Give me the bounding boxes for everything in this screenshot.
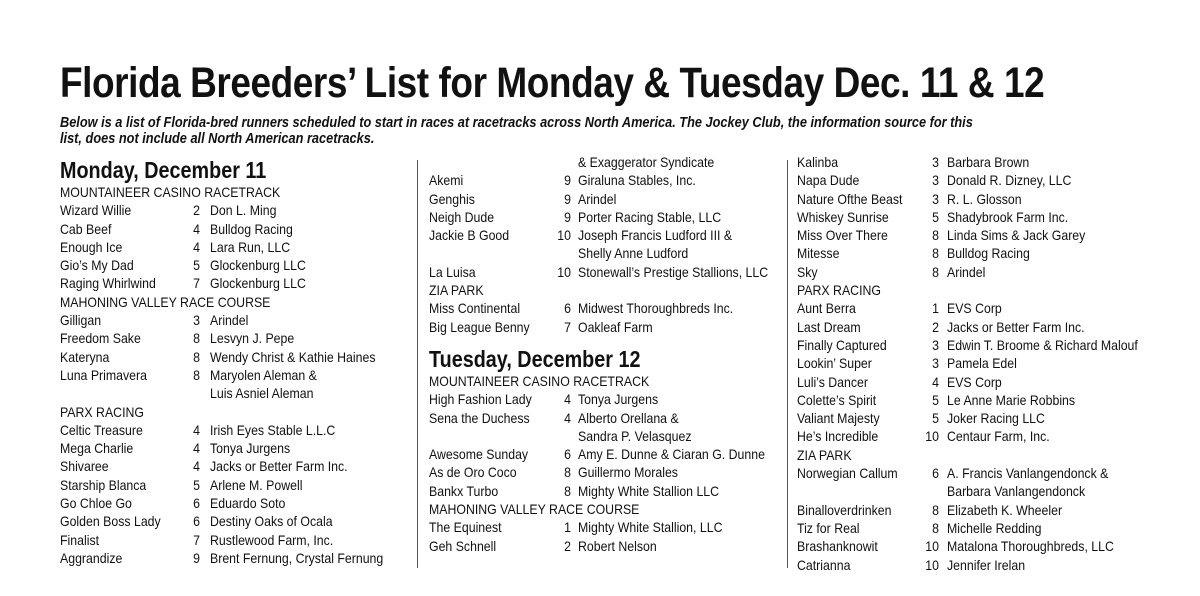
owner-name: Barbara Vanlangendonck xyxy=(947,483,1086,500)
horse-name: Luli’s Dancer xyxy=(797,373,868,390)
entry-row xyxy=(797,373,1157,391)
horse-name: He’s Incredible xyxy=(797,428,879,445)
horse-name: Finally Captured xyxy=(797,336,887,353)
track-name: MAHONING VALLEY RACE COURSE xyxy=(60,293,271,310)
entry-row xyxy=(797,464,1157,482)
race-number: 10 xyxy=(925,428,939,445)
entry-row xyxy=(429,463,784,481)
horse-name: Whiskey Sunrise xyxy=(797,208,889,225)
owner-name: Amy E. Dunne & Ciaran G. Dunne xyxy=(578,446,765,463)
race-number: 8 xyxy=(932,519,939,536)
owner-name: Arindel xyxy=(578,190,617,207)
track-name: MAHONING VALLEY RACE COURSE xyxy=(429,501,640,518)
race-number: 5 xyxy=(932,410,939,427)
race-number: 1 xyxy=(932,300,939,317)
horse-name: Akemi xyxy=(429,172,464,189)
race-number: 2 xyxy=(564,537,571,554)
track-heading xyxy=(60,403,410,421)
track-name: ZIA PARK xyxy=(797,446,852,463)
entry-row xyxy=(797,391,1157,409)
owner-name: Linda Sims & Jack Garey xyxy=(947,227,1086,244)
race-number: 4 xyxy=(193,421,200,438)
owner-name: Donald R. Dizney, LLC xyxy=(947,172,1072,189)
owner-name: Maryolen Aleman & xyxy=(210,366,317,383)
race-number: 8 xyxy=(193,330,200,347)
race-number: 7 xyxy=(193,531,200,548)
horse-name: Aggrandize xyxy=(60,549,123,566)
owner-name: Stonewall’s Prestige Stallions, LLC xyxy=(578,263,769,280)
track-heading xyxy=(429,500,784,518)
entry-row xyxy=(429,208,784,226)
race-number: 5 xyxy=(932,208,939,225)
track-heading xyxy=(797,446,1157,464)
entry-row xyxy=(429,190,784,208)
entry-row xyxy=(60,220,410,238)
race-number: 2 xyxy=(193,202,200,219)
race-number: 6 xyxy=(193,495,200,512)
horse-name: High Fashion Lady xyxy=(429,391,532,408)
entry-row xyxy=(60,348,410,366)
entry-row xyxy=(60,201,410,219)
spacer xyxy=(429,336,784,342)
horse-name: Aunt Berra xyxy=(797,300,856,317)
entry-row xyxy=(429,226,784,244)
race-number: 10 xyxy=(925,556,939,573)
owner-name: Barbara Brown xyxy=(947,154,1030,170)
entry-row xyxy=(429,263,784,281)
entry-row xyxy=(797,501,1157,519)
race-number: 10 xyxy=(557,263,571,280)
horse-name: Napa Dude xyxy=(797,172,860,189)
column-middle xyxy=(429,153,784,555)
entry-row xyxy=(60,274,410,292)
horse-name: Freedom Sake xyxy=(60,330,141,347)
horse-name: Starship Blanca xyxy=(60,476,147,493)
column-divider xyxy=(787,160,788,568)
entry-row xyxy=(429,299,784,317)
horse-name: Lookin’ Super xyxy=(797,355,872,372)
horse-name: Luna Primavera xyxy=(60,366,147,383)
race-number: 9 xyxy=(193,549,200,566)
horse-name: Valiant Majesty xyxy=(797,410,880,427)
entry-row xyxy=(60,256,410,274)
owner-name: Mighty White Stallion LLC xyxy=(578,482,720,499)
entries-list xyxy=(60,183,410,567)
entry-row xyxy=(429,318,784,336)
horse-name: Big League Benny xyxy=(429,318,530,335)
horse-name: Shivaree xyxy=(60,458,109,475)
owner-name: Wendy Christ & Kathie Haines xyxy=(210,348,376,365)
race-number: 4 xyxy=(932,373,939,390)
entry-row xyxy=(797,318,1157,336)
horse-name: The Equinest xyxy=(429,519,502,536)
owner-name: Shelly Anne Ludford xyxy=(578,245,689,262)
race-number: 3 xyxy=(193,312,200,329)
entry-row xyxy=(797,519,1157,537)
entry-row xyxy=(429,445,784,463)
entry-row xyxy=(60,384,410,402)
horse-name: Sena the Duchess xyxy=(429,409,530,426)
owner-name: Destiny Oaks of Ocala xyxy=(210,513,333,530)
track-heading xyxy=(429,281,784,299)
horse-name: Brashanknowit xyxy=(797,538,878,555)
entry-row xyxy=(797,263,1157,281)
race-number: 2 xyxy=(932,318,939,335)
entry-row xyxy=(60,531,410,549)
owner-name: Lesvyn J. Pepe xyxy=(210,330,295,347)
entry-row xyxy=(797,556,1157,574)
owner-name: Giraluna Stables, Inc. xyxy=(578,172,696,189)
entry-row xyxy=(60,366,410,384)
intro-line: Below is a list of Florida-bred runners scheduled to start in races at racetracks across North America. The Jockey Club, the information source for this xyxy=(60,115,973,131)
owner-name: EVS Corp xyxy=(947,300,1002,317)
horse-name: Genghis xyxy=(429,190,475,207)
horse-name: Colette’s Spirit xyxy=(797,391,877,408)
owner-name: & Exaggerator Syndicate xyxy=(578,154,715,170)
owner-name: Glockenburg LLC xyxy=(210,257,306,274)
entries-list xyxy=(797,153,1157,574)
horse-name: Tiz for Real xyxy=(797,519,860,536)
track-name: PARX RACING xyxy=(797,282,881,299)
owner-name: Eduardo Soto xyxy=(210,495,286,512)
race-number: 8 xyxy=(932,245,939,262)
owner-name: Bulldog Racing xyxy=(210,220,293,237)
owner-name: Matalona Thoroughbreds, LLC xyxy=(947,538,1114,555)
horse-name: Neigh Dude xyxy=(429,208,495,225)
race-number: 8 xyxy=(564,464,571,481)
owner-name: Le Anne Marie Robbins xyxy=(947,391,1076,408)
intro-text xyxy=(60,115,1200,147)
horse-name: Bankx Turbo xyxy=(429,482,499,499)
race-number: 6 xyxy=(193,513,200,530)
entry-row xyxy=(797,171,1157,189)
horse-name: Mitesse xyxy=(797,245,840,262)
entry-row xyxy=(797,226,1157,244)
entry-row xyxy=(797,190,1157,208)
owner-name: Edwin T. Broome & Richard Malouf xyxy=(947,336,1138,353)
entry-row xyxy=(797,409,1157,427)
race-number: 4 xyxy=(564,409,571,426)
horse-name: Norwegian Callum xyxy=(797,465,898,482)
entry-row xyxy=(429,482,784,500)
race-number: 9 xyxy=(564,172,571,189)
race-number: 8 xyxy=(193,348,200,365)
horse-name: Enough Ice xyxy=(60,238,123,255)
owner-name: Oakleaf Farm xyxy=(578,318,653,335)
track-name: MOUNTAINEER CASINO RACETRACK xyxy=(429,372,650,389)
race-number: 3 xyxy=(932,336,939,353)
entry-row xyxy=(60,549,410,567)
column-divider xyxy=(417,160,418,568)
horse-name: Golden Boss Lady xyxy=(60,513,161,530)
owner-name: Joker Racing LLC xyxy=(947,410,1045,427)
owner-name: Pamela Edel xyxy=(947,355,1017,372)
entry-row xyxy=(429,537,784,555)
entry-row xyxy=(797,153,1157,171)
race-number: 8 xyxy=(932,263,939,280)
race-number: 4 xyxy=(193,440,200,457)
owner-name: Porter Racing Stable, LLC xyxy=(578,208,722,225)
race-number: 8 xyxy=(564,482,571,499)
entry-row xyxy=(429,171,784,189)
entry-row xyxy=(60,457,410,475)
owner-name: Arlene M. Powell xyxy=(210,476,303,493)
owner-name: Rustlewood Farm, Inc. xyxy=(210,531,334,548)
owner-name: Brent Fernung, Crystal Fernung xyxy=(210,549,384,566)
race-number: 4 xyxy=(193,238,200,255)
race-number: 6 xyxy=(564,446,571,463)
race-number: 3 xyxy=(932,190,939,207)
entry-row xyxy=(797,244,1157,262)
horse-name: Raging Whirlwind xyxy=(60,275,156,292)
horse-name: Go Chloe Go xyxy=(60,495,132,512)
horse-name: Nature Ofthe Beast xyxy=(797,190,903,207)
horse-name: As de Oro Coco xyxy=(429,464,517,481)
race-number: 3 xyxy=(932,154,939,170)
entry-row xyxy=(60,476,410,494)
entry-row xyxy=(60,311,410,329)
entry-row xyxy=(429,427,784,445)
entry-row xyxy=(60,439,410,457)
race-number: 4 xyxy=(193,458,200,475)
owner-name: Arindel xyxy=(947,263,986,280)
race-number: 5 xyxy=(932,391,939,408)
horse-name: Kalinba xyxy=(797,154,839,170)
race-number: 10 xyxy=(925,538,939,555)
horse-name: Awesome Sunday xyxy=(429,446,529,463)
owner-name: R. L. Glosson xyxy=(947,190,1022,207)
race-number: 5 xyxy=(193,476,200,493)
entry-row xyxy=(429,244,784,262)
entry-row xyxy=(797,537,1157,555)
owner-name: Arindel xyxy=(210,312,249,329)
horse-name: Miss Continental xyxy=(429,300,521,317)
horse-name: Jackie B Good xyxy=(429,227,510,244)
owner-name: Sandra P. Velasquez xyxy=(578,427,692,444)
owner-name: Michelle Redding xyxy=(947,519,1042,536)
entry-row xyxy=(60,329,410,347)
owner-name: Centaur Farm, Inc. xyxy=(947,428,1050,445)
horse-name: Wizard Willie xyxy=(60,202,132,219)
horse-name: Sky xyxy=(797,263,818,280)
entry-row xyxy=(429,153,784,171)
entry-row xyxy=(60,494,410,512)
horse-name: Celtic Treasure xyxy=(60,421,143,438)
page-title: Florida Breeders’ List for Monday & Tuesday Dec. 11 & 12 xyxy=(60,59,1045,107)
race-number: 8 xyxy=(932,501,939,518)
owner-name: Don L. Ming xyxy=(210,202,277,219)
owner-name: Shadybrook Farm Inc. xyxy=(947,208,1069,225)
track-name: PARX RACING xyxy=(60,403,144,420)
owner-name: Bulldog Racing xyxy=(947,245,1030,262)
race-number: 7 xyxy=(193,275,200,292)
race-number: 4 xyxy=(193,220,200,237)
race-number: 7 xyxy=(564,318,571,335)
race-number: 3 xyxy=(932,172,939,189)
owner-name: Tonya Jurgens xyxy=(210,440,291,457)
owner-name: Joseph Francis Ludford III & xyxy=(578,227,733,244)
entry-row xyxy=(797,299,1157,317)
owner-name: Lara Run, LLC xyxy=(210,238,291,255)
entry-row xyxy=(60,512,410,530)
horse-name: Finalist xyxy=(60,531,100,548)
entries-list xyxy=(429,153,784,336)
owner-name: Tonya Jurgens xyxy=(578,391,659,408)
column-right xyxy=(797,153,1157,574)
horse-name: Catrianna xyxy=(797,556,851,573)
owner-name: Guillermo Morales xyxy=(578,464,678,481)
owner-name: Elizabeth K. Wheeler xyxy=(947,501,1063,518)
owner-name: Mighty White Stallion, LLC xyxy=(578,519,723,536)
entry-row xyxy=(60,238,410,256)
race-number: 8 xyxy=(193,366,200,383)
owner-name: Jacks or Better Farm Inc. xyxy=(210,458,348,475)
race-number: 6 xyxy=(932,465,939,482)
owner-name: Glockenburg LLC xyxy=(210,275,306,292)
owner-name: Jennifer Irelan xyxy=(947,556,1026,573)
horse-name: Gilligan xyxy=(60,312,102,329)
intro-line: list, does not include all North American racetracks. xyxy=(60,131,375,147)
race-number: 9 xyxy=(564,190,571,207)
race-number: 8 xyxy=(932,227,939,244)
horse-name: Geh Schnell xyxy=(429,537,497,554)
owner-name: Irish Eyes Stable L.L.C xyxy=(210,421,336,438)
column-monday xyxy=(60,153,410,567)
entry-row xyxy=(429,390,784,408)
horse-name: Cab Beef xyxy=(60,220,112,237)
horse-name: Miss Over There xyxy=(797,227,888,244)
owner-name: Alberto Orellana & xyxy=(578,409,679,426)
track-heading xyxy=(60,183,410,201)
track-heading xyxy=(797,281,1157,299)
day-heading: Monday, December 11 xyxy=(60,157,267,183)
horse-name: Mega Charlie xyxy=(60,440,134,457)
owner-name: Midwest Thoroughbreds Inc. xyxy=(578,300,734,317)
race-number: 4 xyxy=(564,391,571,408)
entry-row xyxy=(429,409,784,427)
race-number: 9 xyxy=(564,208,571,225)
track-name: ZIA PARK xyxy=(429,282,484,299)
horse-name: Kateryna xyxy=(60,348,110,365)
race-number: 5 xyxy=(193,257,200,274)
owner-name: Luis Asniel Aleman xyxy=(210,385,314,402)
owner-name: EVS Corp xyxy=(947,373,1002,390)
race-number: 10 xyxy=(557,227,571,244)
race-number: 6 xyxy=(564,300,571,317)
owner-name: Robert Nelson xyxy=(578,537,657,554)
entry-row xyxy=(429,518,784,536)
race-number: 1 xyxy=(564,519,571,536)
entries-list xyxy=(429,372,784,555)
track-heading xyxy=(60,293,410,311)
horse-name: Binalloverdrinken xyxy=(797,501,892,518)
owner-name: Jacks or Better Farm Inc. xyxy=(947,318,1085,335)
horse-name: Last Dream xyxy=(797,318,861,335)
entry-row xyxy=(797,208,1157,226)
entry-row xyxy=(797,336,1157,354)
track-heading xyxy=(429,372,784,390)
track-name: MOUNTAINEER CASINO RACETRACK xyxy=(60,184,281,200)
owner-name: A. Francis Vanlangendonck & xyxy=(947,465,1109,482)
entry-row xyxy=(797,427,1157,445)
entry-row xyxy=(797,354,1157,372)
horse-name: La Luisa xyxy=(429,263,476,280)
day-heading: Tuesday, December 12 xyxy=(429,345,641,372)
entry-row xyxy=(797,482,1157,500)
entry-row xyxy=(60,421,410,439)
race-number: 3 xyxy=(932,355,939,372)
horse-name: Gio’s My Dad xyxy=(60,257,134,274)
